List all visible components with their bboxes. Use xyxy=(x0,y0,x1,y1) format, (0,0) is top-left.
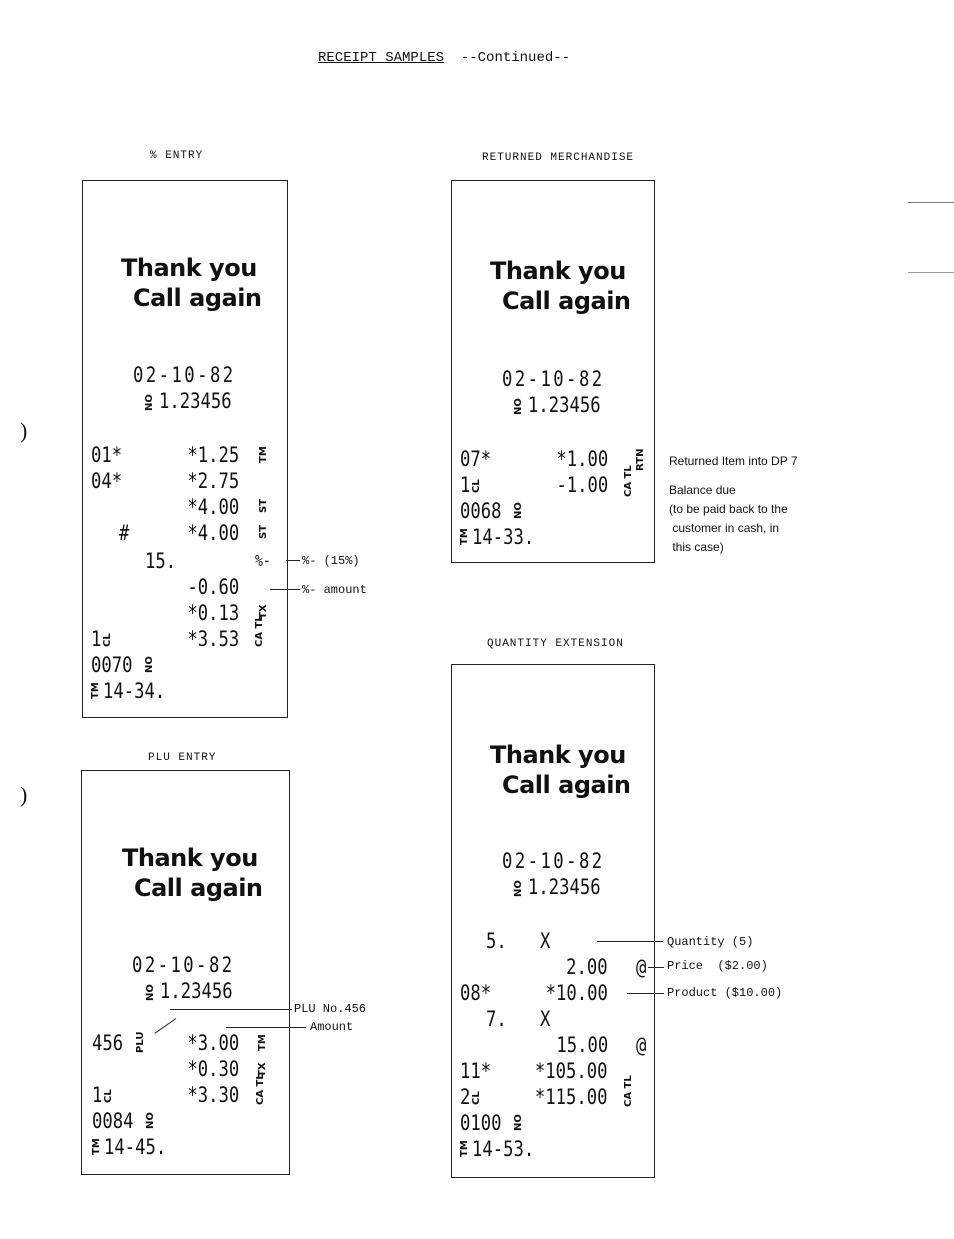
thank-you-text: Thank you xyxy=(121,254,257,282)
store-number: 1.23456 xyxy=(160,979,233,1003)
line-amount: *1.25 xyxy=(187,443,239,467)
line-symbol: ST xyxy=(258,524,269,539)
receipt-date: 02-10-82 xyxy=(132,953,235,977)
line-amount: *3.00 xyxy=(187,1031,239,1055)
annotation-percent-rate: %- (15%) xyxy=(302,554,360,568)
call-again-text: Call again xyxy=(133,284,262,312)
line-left: 08* xyxy=(460,981,492,1005)
cashier-symbol: CL xyxy=(102,633,113,647)
consec-no-symbol: NO xyxy=(513,1114,524,1131)
store-number: 1.23456 xyxy=(528,875,601,899)
cashier-symbol: CL xyxy=(103,1089,114,1103)
note-balance-due: Balance due xyxy=(669,483,736,497)
line-symbol: CA TL xyxy=(255,1073,266,1105)
note-this-case: this case) xyxy=(669,540,724,554)
line-symbol: ST xyxy=(258,498,269,513)
consecutive-number: 0100 xyxy=(460,1111,502,1135)
section-title-plu-entry: PLU ENTRY xyxy=(148,752,217,764)
note-returned-item: Returned Item into DP 7 xyxy=(669,454,798,468)
line-left: 456 xyxy=(92,1031,124,1055)
line-left: 2 xyxy=(460,1085,471,1109)
line-left: 7. xyxy=(486,1007,507,1031)
line-left: 15. xyxy=(145,549,177,573)
note-paid-back: (to be paid back to the xyxy=(669,502,788,516)
consecutive-number: 0068 xyxy=(460,499,502,523)
section-title-returned-merchandise: RETURNED MERCHANDISE xyxy=(482,152,635,164)
line-symbol: CA TL xyxy=(623,1075,634,1107)
line-left: 04* xyxy=(91,469,123,493)
line-left: 1 xyxy=(91,627,102,651)
receipt-date: 02-10-82 xyxy=(502,367,605,391)
annotation-leader xyxy=(627,993,664,994)
receipt-time: 14-33. xyxy=(472,525,535,549)
cashier-symbol: CL xyxy=(471,1091,482,1105)
receipt-returned-merchandise xyxy=(451,180,655,563)
time-symbol: TM xyxy=(90,682,101,699)
annotation-leader xyxy=(270,589,300,590)
page-title-main: RECEIPT SAMPLES xyxy=(318,50,445,66)
cashier-symbol: CL xyxy=(471,479,482,493)
receipt-time: 14-34. xyxy=(103,679,166,703)
annotation-leader xyxy=(648,967,664,968)
store-no-symbol: NO xyxy=(144,394,155,411)
thank-you-text: Thank you xyxy=(122,844,258,872)
annotation-amount: Amount xyxy=(310,1020,354,1034)
line-amount: *10.00 xyxy=(545,981,608,1005)
consec-no-symbol: NO xyxy=(144,656,155,673)
consecutive-number: 0084 xyxy=(92,1109,134,1133)
margin-paren: ) xyxy=(20,418,28,443)
line-amount: *0.13 xyxy=(187,601,239,625)
thank-you-text: Thank you xyxy=(490,741,626,769)
line-mid: X xyxy=(540,1007,551,1031)
receipt-quantity-extension xyxy=(451,664,655,1178)
line-symbol: RTN xyxy=(635,448,646,471)
line-left: 1 xyxy=(460,473,471,497)
line-symbol: TX xyxy=(258,604,269,619)
section-title-quantity-extension: QUANTITY EXTENSION xyxy=(487,638,624,650)
line-amount: *105.00 xyxy=(535,1059,608,1083)
annotation-percent-amount: %- amount xyxy=(302,583,367,597)
line-amount: *115.00 xyxy=(535,1085,608,1109)
line-left: 11* xyxy=(460,1059,492,1083)
line-symbol: CA TL xyxy=(623,465,634,497)
receipt-time: 14-45. xyxy=(104,1135,167,1159)
consecutive-number: 0070 xyxy=(91,653,133,677)
line-symbol: TX xyxy=(257,1062,268,1077)
line-amount: *0.30 xyxy=(187,1057,239,1081)
line-amount: 15.00 xyxy=(556,1033,608,1057)
note-customer-cash: customer in cash, in xyxy=(669,521,780,535)
time-symbol: TM xyxy=(459,1140,470,1157)
line-left: 1 xyxy=(92,1083,103,1107)
line-symbol: %- xyxy=(255,551,271,570)
annotation-leader xyxy=(597,941,663,942)
line-amount: -0.60 xyxy=(187,575,239,599)
line-amount: -1.00 xyxy=(556,473,608,497)
store-number: 1.23456 xyxy=(159,389,232,413)
annotation-price: Price ($2.00) xyxy=(667,959,768,973)
store-no-symbol: NO xyxy=(513,880,524,897)
line-symbol: CA TL xyxy=(254,615,265,647)
line-symbol: TM xyxy=(257,1034,268,1051)
receipt-plu-entry xyxy=(81,770,290,1175)
line-amount: *3.30 xyxy=(187,1083,239,1107)
receipt-date: 02-10-82 xyxy=(502,849,605,873)
line-amount: *2.75 xyxy=(187,469,239,493)
call-again-text: Call again xyxy=(134,874,263,902)
call-again-text: Call again xyxy=(502,287,631,315)
line-amount: *4.00 xyxy=(187,495,239,519)
consec-no-symbol: NO xyxy=(145,1112,156,1129)
line-left: 01* xyxy=(91,443,123,467)
margin-mark xyxy=(908,202,954,203)
section-title-percent-entry: % ENTRY xyxy=(150,150,204,162)
line-amount: 2.00 xyxy=(566,955,608,979)
line-left: 07* xyxy=(460,447,492,471)
margin-paren: ) xyxy=(20,782,28,807)
annotation-quantity: Quantity (5) xyxy=(667,935,754,949)
annotation-leader xyxy=(170,1009,292,1010)
annotation-leader xyxy=(226,1027,306,1028)
page-title xyxy=(318,50,570,66)
receipt-time: 14-53. xyxy=(472,1137,535,1161)
line-symbol: @ xyxy=(636,955,647,979)
line-amount: *1.00 xyxy=(556,447,608,471)
time-symbol: TM xyxy=(459,528,470,545)
line-symbol: TM xyxy=(258,446,269,463)
annotation-leader xyxy=(286,560,300,561)
line-mid: X xyxy=(540,929,551,953)
line-amount: *3.53 xyxy=(187,627,239,651)
plu-symbol: PLU xyxy=(135,1031,146,1053)
store-number: 1.23456 xyxy=(528,393,601,417)
receipt-date: 02-10-82 xyxy=(133,363,236,387)
annotation-product: Product ($10.00) xyxy=(667,986,783,1000)
line-left: # xyxy=(119,521,130,545)
store-no-symbol: NO xyxy=(145,984,156,1001)
line-symbol: @ xyxy=(636,1033,647,1057)
line-left: 5. xyxy=(486,929,507,953)
consec-no-symbol: NO xyxy=(513,502,524,519)
line-amount: *4.00 xyxy=(187,521,239,545)
store-no-symbol: NO xyxy=(513,398,524,415)
page-title-continued: --Continued-- xyxy=(444,50,571,66)
receipt-percent-entry xyxy=(82,180,288,718)
annotation-plu-number: PLU No.456 xyxy=(294,1002,367,1016)
thank-you-text: Thank you xyxy=(490,257,626,285)
time-symbol: TM xyxy=(91,1138,102,1155)
margin-mark xyxy=(908,272,954,273)
call-again-text: Call again xyxy=(502,771,631,799)
